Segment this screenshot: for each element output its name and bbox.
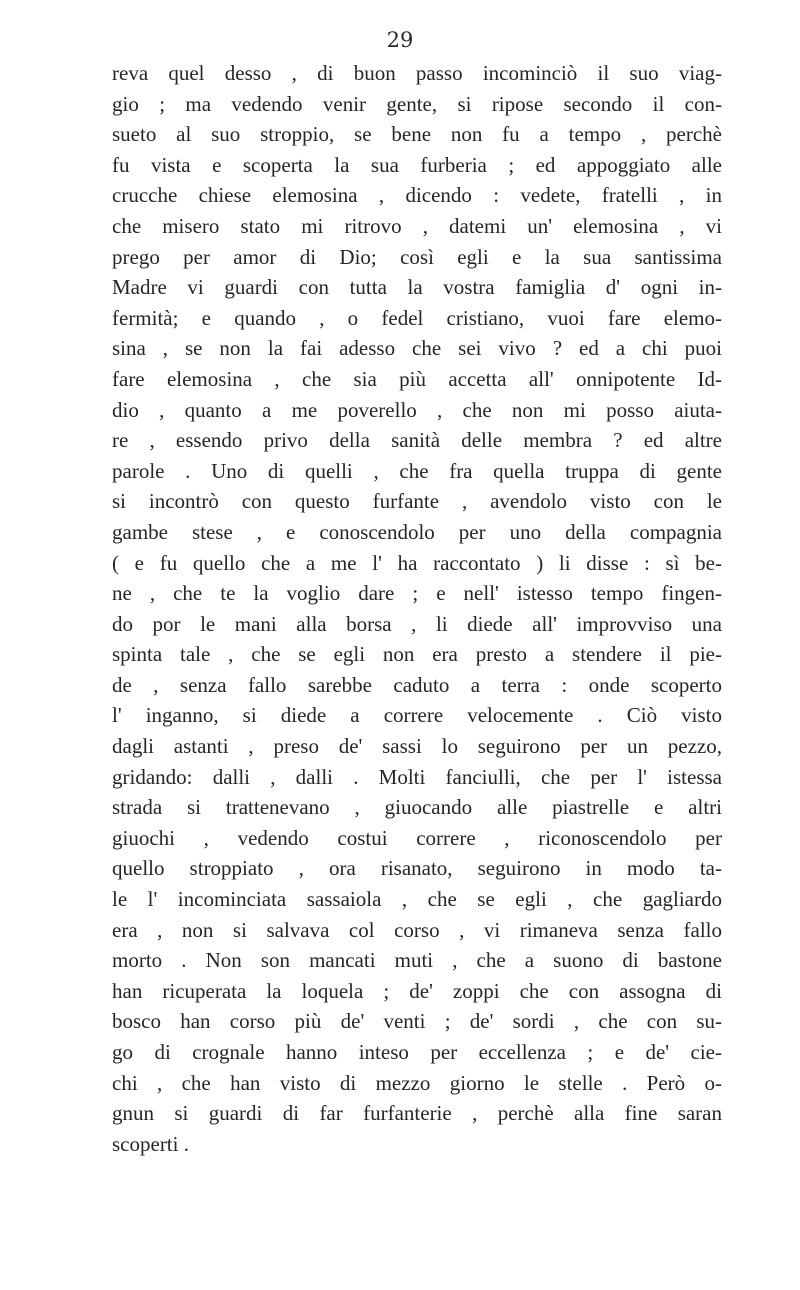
- text-line: spinta tale , che se egli non era presto a stendere il pie-: [112, 642, 722, 667]
- text-line: morto . Non son mancati muti , che a suono di bastone: [112, 948, 722, 973]
- text-line: fare elemosina , che sia più accetta all' onnipotente Id-: [112, 366, 722, 391]
- text-line: re , essendo privo della sanità delle membra ? ed altre: [112, 428, 722, 453]
- text-line: prego per amor di Dio; così egli e la sua santissima: [112, 244, 722, 269]
- text-line: ne , che te la voglio dare ; e nell' istesso tempo fingen-: [112, 581, 722, 606]
- text-line: crucche chiese elemosina , dicendo : vedete, fratelli , in: [112, 183, 722, 208]
- text-line: giuochi , vedendo costui correre , riconoscendolo per: [112, 825, 722, 850]
- text-line: sina , se non la fai adesso che sei vivo ? ed a chi puoi: [112, 336, 722, 361]
- text-line: gridando: dalli , dalli . Molti fanciulli, che per l' istessa: [112, 764, 722, 789]
- page-number: 29: [386, 28, 414, 52]
- text-line: gambe stese , e conoscendolo per uno della compagnia: [112, 519, 722, 544]
- body-text: [112, 58, 722, 1159]
- text-line: che misero stato mi ritrovo , datemi un' elemosina , vi: [112, 213, 722, 238]
- text-line: era , non si salvava col corso , vi rimaneva senza fallo: [112, 917, 722, 942]
- text-line: go di crognale hanno inteso per eccellenza ; e de' cie-: [112, 1040, 722, 1064]
- text-line: gio ; ma vedendo venir gente, si ripose secondo il con-: [112, 91, 722, 116]
- text-line: de , senza fallo sarebbe caduto a terra : onde scoperto: [112, 672, 722, 697]
- text-line: bosco han corso più de' venti ; de' sordi , che con su-: [112, 1009, 722, 1034]
- text-line: strada si trattenevano , giuocando alle piastrelle e altri: [112, 795, 722, 820]
- text-line: parole . Uno di quelli , che fra quella truppa di gente: [112, 458, 722, 483]
- text-line: l' inganno, si diede a correre velocemente . Ciò visto: [112, 703, 722, 728]
- text-line: ( e fu quello che a me l' ha raccontato ) li disse : sì be-: [112, 550, 722, 575]
- text-line: quello stroppiato , ora risanato, seguirono in modo ta-: [112, 856, 722, 881]
- text-line: gnun si guardi di far furfanterie , perchè alla fine saran: [112, 1101, 722, 1126]
- text-line: chi , che han visto di mezzo giorno le stelle . Però o-: [112, 1070, 722, 1095]
- text-line: fermità; e quando , o fedel cristiano, vuoi fare elemo-: [112, 305, 722, 330]
- text-line: si incontrò con questo furfante , avendolo visto con le: [112, 489, 722, 514]
- text-line: reva quel desso , di buon passo incominciò il suo viag-: [112, 61, 722, 85]
- text-line: Madre vi guardi con tutta la vostra famiglia d' ogni in-: [112, 275, 722, 300]
- text-line: sueto al suo stroppio, se bene non fu a tempo , perchè: [112, 122, 722, 147]
- text-line: fu vista e scoperta la sua furberia ; ed appoggiato alle: [112, 152, 722, 177]
- text-line: scoperti .: [112, 1131, 189, 1156]
- text-line: dagli astanti , preso de' sassi lo seguirono per un pezzo,: [112, 734, 722, 759]
- text-line: le l' incominciata sassaiola , che se egli , che gagliardo: [112, 887, 722, 912]
- text-line: dio , quanto a me poverello , che non mi posso aiuta-: [112, 397, 722, 422]
- text-line: han ricuperata la loquela ; de' zoppi che con assogna di: [112, 978, 722, 1003]
- text-line: do por le mani alla borsa , li diede all' improvviso una: [112, 611, 722, 636]
